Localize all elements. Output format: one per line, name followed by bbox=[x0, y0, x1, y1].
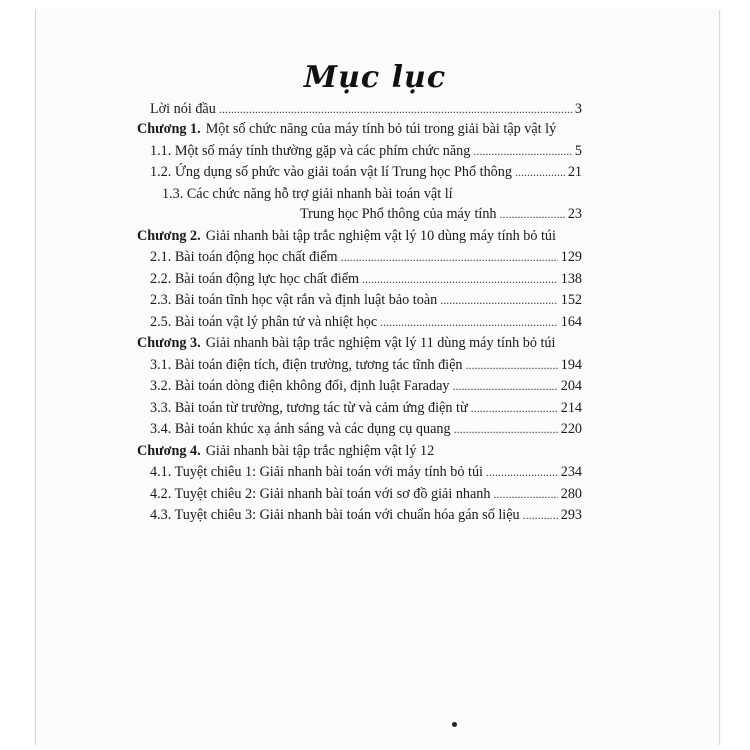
leader-dots bbox=[219, 100, 572, 118]
toc-entry[interactable] bbox=[150, 356, 582, 374]
leader-dots bbox=[471, 399, 558, 417]
toc-page-number: 129 bbox=[560, 249, 582, 265]
chapter-heading-2[interactable] bbox=[137, 227, 556, 245]
toc-page-number: 293 bbox=[560, 507, 582, 523]
toc-page-number: 152 bbox=[560, 292, 582, 308]
toc-entry[interactable] bbox=[150, 270, 582, 288]
toc-entry-text: 1.2. Ứng dụng số phức vào giải toán vật lí Trung học Phổ thông bbox=[150, 164, 512, 180]
toc-entry-text: Trung học Phổ thông của máy tính bbox=[300, 206, 497, 222]
toc-entry[interactable] bbox=[150, 420, 582, 438]
toc-entry-text: 3.2. Bài toán dòng điện không đổi, định luật Faraday bbox=[150, 378, 450, 394]
toc-page-number: 194 bbox=[560, 357, 582, 373]
toc-entry[interactable] bbox=[150, 248, 582, 266]
toc-page-number: 280 bbox=[560, 486, 582, 502]
toc-entry-text: 4.2. Tuyệt chiêu 2: Giải nhanh bài toán với sơ đồ giải nhanh bbox=[150, 486, 491, 502]
toc-entry-text: 4.1. Tuyệt chiêu 1: Giải nhanh bài toán với máy tính bỏ túi bbox=[150, 464, 483, 480]
leader-dots bbox=[341, 248, 558, 266]
chapter-title: Một số chức năng của máy tính bỏ túi trong giải bài tập vật lý bbox=[205, 121, 557, 137]
toc-entry-text: 3.1. Bài toán điện tích, điện trường, tương tác tĩnh điện bbox=[150, 357, 463, 373]
toc-page-number: 164 bbox=[560, 314, 582, 330]
chapter-heading-1[interactable] bbox=[137, 120, 556, 138]
toc-entry-preface[interactable] bbox=[150, 100, 582, 118]
chapter-heading-3[interactable] bbox=[137, 334, 555, 352]
toc-page-number: 21 bbox=[567, 164, 582, 180]
toc-entry-text: 2.5. Bài toán vật lý phân tử và nhiệt học bbox=[150, 314, 378, 330]
toc-entry[interactable] bbox=[150, 163, 582, 181]
toc-entry-text: 1.3. Các chức năng hỗ trợ giải nhanh bài toán vật lí bbox=[162, 186, 453, 202]
leader-dots bbox=[486, 463, 558, 481]
toc-page-number: 234 bbox=[560, 464, 582, 480]
page-title: Mục lục bbox=[303, 60, 447, 95]
chapter-label: Chương 4. bbox=[137, 443, 201, 459]
leader-dots bbox=[494, 485, 558, 503]
toc-page-number: 220 bbox=[560, 421, 582, 437]
toc-page-number: 138 bbox=[560, 271, 582, 287]
leader-dots bbox=[523, 506, 558, 524]
toc-entry[interactable] bbox=[150, 313, 582, 331]
leader-dots bbox=[362, 270, 558, 288]
toc-entry[interactable] bbox=[150, 399, 582, 417]
toc-entry[interactable] bbox=[150, 463, 582, 481]
toc-entry-text: 3.4. Bài toán khúc xạ ánh sáng và các dụng cụ quang bbox=[150, 421, 451, 437]
leader-dots bbox=[452, 377, 557, 395]
chapter-title: Giải nhanh bài tập trắc nghiệm vật lý 12 bbox=[205, 443, 435, 459]
leader-dots bbox=[440, 291, 557, 309]
toc-entry-text: 2.1. Bài toán động học chất điểm bbox=[150, 249, 338, 265]
toc-entry-continued[interactable] bbox=[300, 205, 582, 223]
toc-entry-text: Lời nói đầu bbox=[150, 101, 216, 117]
print-speck bbox=[452, 722, 457, 727]
chapter-label: Chương 1. bbox=[137, 121, 201, 137]
toc-entry-text: 1.1. Một số máy tính thường gặp và các phím chức năng bbox=[150, 143, 471, 159]
leader-dots bbox=[380, 313, 558, 331]
toc-entry[interactable] bbox=[162, 185, 453, 203]
toc-entry-text: 2.3. Bài toán tĩnh học vật rắn và định luật bảo toàn bbox=[150, 292, 438, 308]
toc-entry[interactable] bbox=[150, 506, 582, 524]
leader-dots bbox=[500, 205, 565, 223]
toc-page-number: 3 bbox=[574, 101, 582, 117]
toc-page-number: 214 bbox=[560, 400, 582, 416]
leader-dots bbox=[466, 356, 558, 374]
leader-dots bbox=[473, 142, 572, 160]
chapter-heading-4[interactable] bbox=[137, 442, 434, 460]
toc-entry[interactable] bbox=[150, 377, 582, 395]
toc-entry-text: 2.2. Bài toán động lực học chất điểm bbox=[150, 271, 360, 287]
chapter-title: Giải nhanh bài tập trắc nghiệm vật lý 11 dùng máy tính bỏ túi bbox=[205, 335, 556, 351]
leader-dots bbox=[454, 420, 558, 438]
chapter-title: Giải nhanh bài tập trắc nghiệm vật lý 10 dùng máy tính bỏ túi bbox=[205, 228, 556, 244]
leader-dots bbox=[515, 163, 565, 181]
chapter-label: Chương 3. bbox=[137, 335, 201, 351]
toc-entry[interactable] bbox=[150, 485, 582, 503]
toc-page-number: 23 bbox=[567, 206, 582, 222]
chapter-label: Chương 2. bbox=[137, 228, 201, 244]
toc-entry-text: 4.3. Tuyệt chiêu 3: Giải nhanh bài toán với chuẩn hóa gán số liệu bbox=[150, 507, 520, 523]
toc-page-number: 204 bbox=[560, 378, 582, 394]
toc-page-number: 5 bbox=[574, 143, 582, 159]
toc-entry-text: 3.3. Bài toán từ trường, tương tác từ và cảm ứng điện từ bbox=[150, 400, 468, 416]
toc-entry[interactable] bbox=[150, 142, 582, 160]
toc-entry[interactable] bbox=[150, 291, 582, 309]
